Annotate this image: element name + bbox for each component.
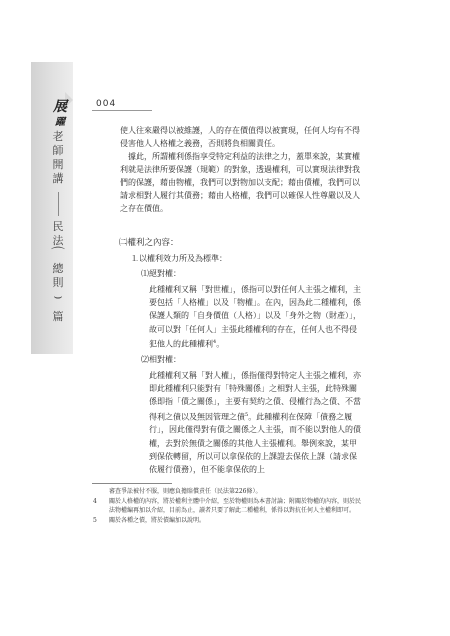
section-heading: ㈡權利之內容：: [119, 238, 179, 248]
bracket-top: ⌒: [51, 247, 65, 263]
suffix-title: 篇: [52, 310, 64, 323]
item-body: 此種權利又稱「對世權」，係指可以對任何人主張之權利，主要包括「人格權」以及「物權」。在內，因為此二種權利，係保護人類的「自身價值（人格）」以及「身外之物（財產）」，故可以對「任何人」主張此種權利的存在，任何人也不得侵犯他人的此種權利: [149, 285, 361, 349]
book-char: 法: [52, 234, 64, 247]
book-char: 民: [52, 220, 64, 233]
brand-logo: [45, 99, 75, 131]
item-text: [149, 369, 362, 476]
footnote-ref: 5: [245, 411, 249, 418]
footnote-rule: [92, 483, 172, 484]
page-number: 004: [96, 99, 117, 109]
subsection-heading: ⒈以權利效力所及為標準：: [131, 254, 227, 263]
brand-char-top: 展: [53, 99, 67, 115]
volume-title: [50, 262, 66, 290]
series-char: 師: [52, 144, 64, 157]
footnote: 5 關於各種之債，將於債編加以說明。: [93, 516, 206, 524]
volume-char: 則: [52, 276, 64, 289]
body-text: [120, 124, 362, 215]
paragraph: 據此，所謂權利係指享受特定利益的法律之力，蓋單來說，某實權利就是法律所要保護（規範）的對象，透過權利，可以實現法律對我們的保護，藉由物權，我們可以對物加以支配；藉由債權，我們可以請求相對人履行其債務；藉由人格權，我們可以確保人性尊嚴以及人之存在價值。: [120, 152, 360, 213]
item-label: ⑴絕對權：: [141, 269, 181, 278]
item-text: 此種權利又稱「對世權」，係指可以對任何人主張之權利，主要包括「人格權」以及「物權」。在內，因為此二種權利，係保護人類的「自身價值（人格）」以及「身外之物（財產）」，故可以對「任何人」主張此種權利的存在，任何人也不得侵犯他人的此種權利$^4$。: [149, 285, 361, 349]
header-rule: [92, 110, 152, 111]
footnote: 審查爭訟被付不服，則應負擔賠償責任（民法第226條）。: [109, 488, 262, 495]
volume-char: 總: [52, 262, 64, 275]
series-title: [50, 130, 66, 186]
sidebar-divider: [58, 192, 59, 216]
item-label: ⑵相對權：: [141, 355, 181, 364]
footnote: 4 關於人格權的內容，將於權利主體中介紹，至於物權則為本書討論；附關於物權的內容，則於民法物權編再加以介紹，目前為止，讀者只要了解此二種權利，係得以對抗任何人主權利即可。: [93, 497, 362, 514]
item-body-cont: 。此種權利在保障「債務之履行」，因此僅得對有債之關係之人主張，而不能以對他人的債權，去對於無債之關係的其他人主張權利。舉例來說，某甲到保依轉留，所以可以拿保依的上課證去保依上課（請求保依履行債務），但不能拿保依的上: [149, 412, 361, 475]
item-body: 此種權利又稱「對人權」，係指僅得對特定人主張之權利，亦即此種權利只能對有「特殊關係」之相對人主張，此特殊關係即指「債之關係」，主要有契約之債、侵權行為之債、不當得利之債以及無因管理之債: [149, 371, 361, 422]
series-char: 老: [52, 130, 64, 143]
brand-char-bottom: 躍: [55, 117, 65, 128]
footnote-ref: 4: [213, 338, 217, 345]
series-char: 開: [52, 158, 64, 171]
footnotes: [93, 487, 363, 525]
bracket-bottom: ⌣: [53, 289, 63, 305]
book-title: [50, 220, 66, 248]
paragraph: 使人往來嚴得以被維護，人的存在價值得以被實現，任何人均有不得侵害他人人格權之義務，否則將負相關責任。: [120, 126, 360, 148]
series-char: 講: [52, 172, 64, 185]
